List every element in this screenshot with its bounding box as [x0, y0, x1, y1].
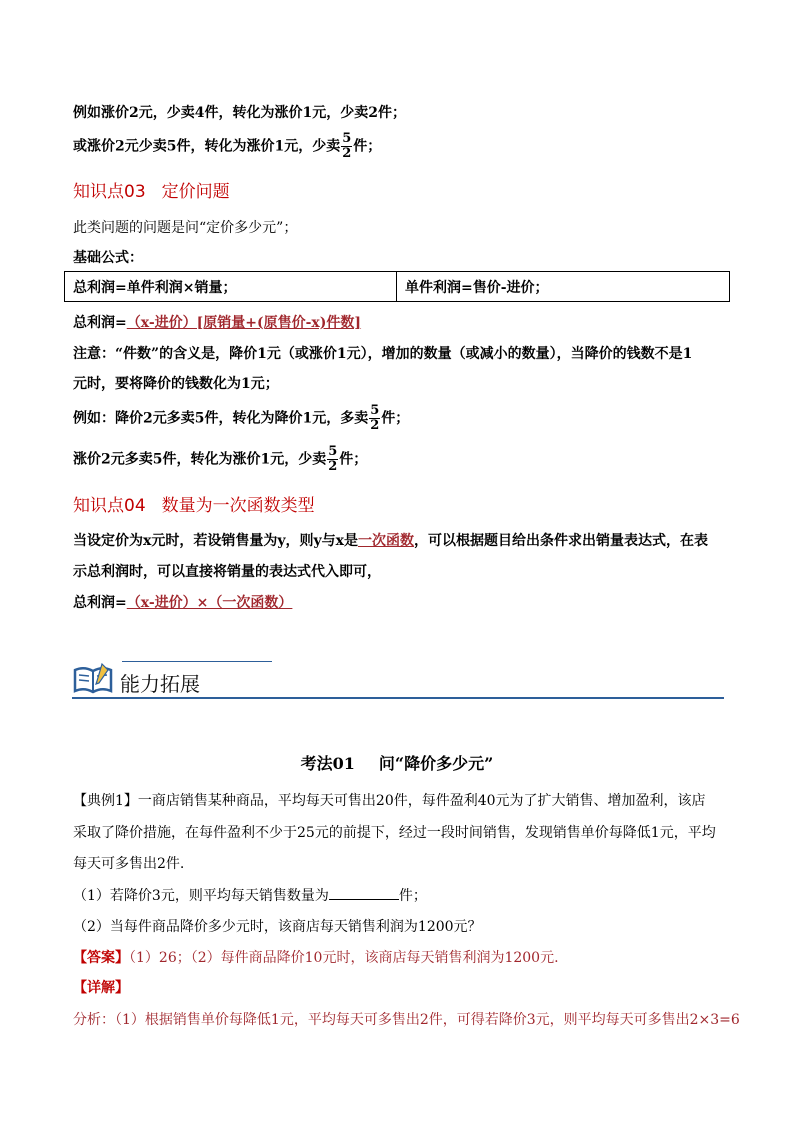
- knowledge-point-04-heading: 知识点04 数量为一次函数类型: [73, 496, 315, 516]
- detail-label: 【详解】: [73, 980, 129, 996]
- banner-title: 能力拓展: [120, 672, 200, 696]
- question-1: （1）若降价3元，则平均每天销售数量为 件；: [73, 888, 427, 904]
- total-profit-formula-2: 总利润=（x-进价）×（一次函数）: [73, 595, 293, 611]
- formula-cell-total-profit: 总利润=单件利润×销量；: [65, 272, 397, 302]
- method-title: 考法01 问“降价多少元”: [300, 754, 494, 773]
- example-increase: 涨价2元多卖5件，转化为涨价1元，少卖 $\frac{5}{2}$ 件；: [73, 444, 368, 474]
- example-problem-line-3: 每天可多售出2件.: [73, 856, 185, 872]
- answer-line: 【答案】（1）26；（2）每件商品降价10元时，该商店每天销售利润为1200元.: [73, 950, 559, 966]
- question-2: （2）当每件商品降价多少元时，该商店每天销售利润为1200元？: [73, 919, 482, 935]
- section-banner: [72, 659, 724, 699]
- example-problem-line-2: 采取了降价措施，在每件盈利不少于25元的前提下，经过一段时间销售，发现销售单价每降低1元，平均: [73, 825, 716, 841]
- note-line-2: 元时，要将降价的钱数化为1元；: [73, 376, 279, 392]
- note-line-1: 注意：“件数”的含义是，降价1元（或涨价1元），增加的数量（或减小的数量），当降价的钱数不是1: [73, 346, 693, 362]
- example-problem-line-1: 【典例1】一商店销售某种商品，平均每天可售出20件，每件盈利40元为了扩大销售、增加盈利，该店: [73, 793, 706, 809]
- k4-line-1: 当设定价为x元时，若设销售量为y，则y与x是一次函数，可以根据题目给出条件求出销量表达式，在表: [73, 533, 708, 549]
- example-line-1: 例如涨价2元，少卖4件，转化为涨价1元，少卖2件；: [73, 105, 406, 121]
- banner-top-line: [122, 661, 272, 662]
- basic-formula-label: 基础公式：: [73, 250, 143, 266]
- fraction: $\frac{5}{2}$: [342, 131, 352, 161]
- answer-blank: [329, 887, 399, 900]
- example-decrease: 例如：降价2元多卖5件，转化为降价1元，多卖 $\frac{5}{2}$ 件；: [73, 403, 410, 433]
- analysis-line: 分析：（1）根据销售单价每降低1元，平均每天可多售出2件，可得若降价3元，则平均每天可多售出2×3=6: [73, 1012, 740, 1028]
- formula-table: [64, 271, 730, 302]
- fraction: $\frac{5}{2}$: [370, 403, 380, 433]
- total-profit-formula: 总利润=（x-进价）[原销量+(原售价-x)件数]: [73, 315, 362, 331]
- open-book-icon: [72, 661, 114, 697]
- fraction: $\frac{5}{2}$: [328, 444, 338, 474]
- k4-line-2: 示总利润时，可以直接将销量的表达式代入即可，: [73, 564, 381, 580]
- knowledge-point-03-heading: 知识点03 定价问题: [73, 182, 230, 202]
- example-line-2: 或涨价2元少卖5件，转化为涨价1元，少卖 $\frac{5}{2}$ 件；: [73, 131, 382, 161]
- formula-cell-unit-profit: 单件利润=售价-进价；: [397, 272, 730, 302]
- banner-rule: [72, 697, 724, 699]
- k3-intro: 此类问题的问题是问“定价多少元”；: [73, 220, 298, 236]
